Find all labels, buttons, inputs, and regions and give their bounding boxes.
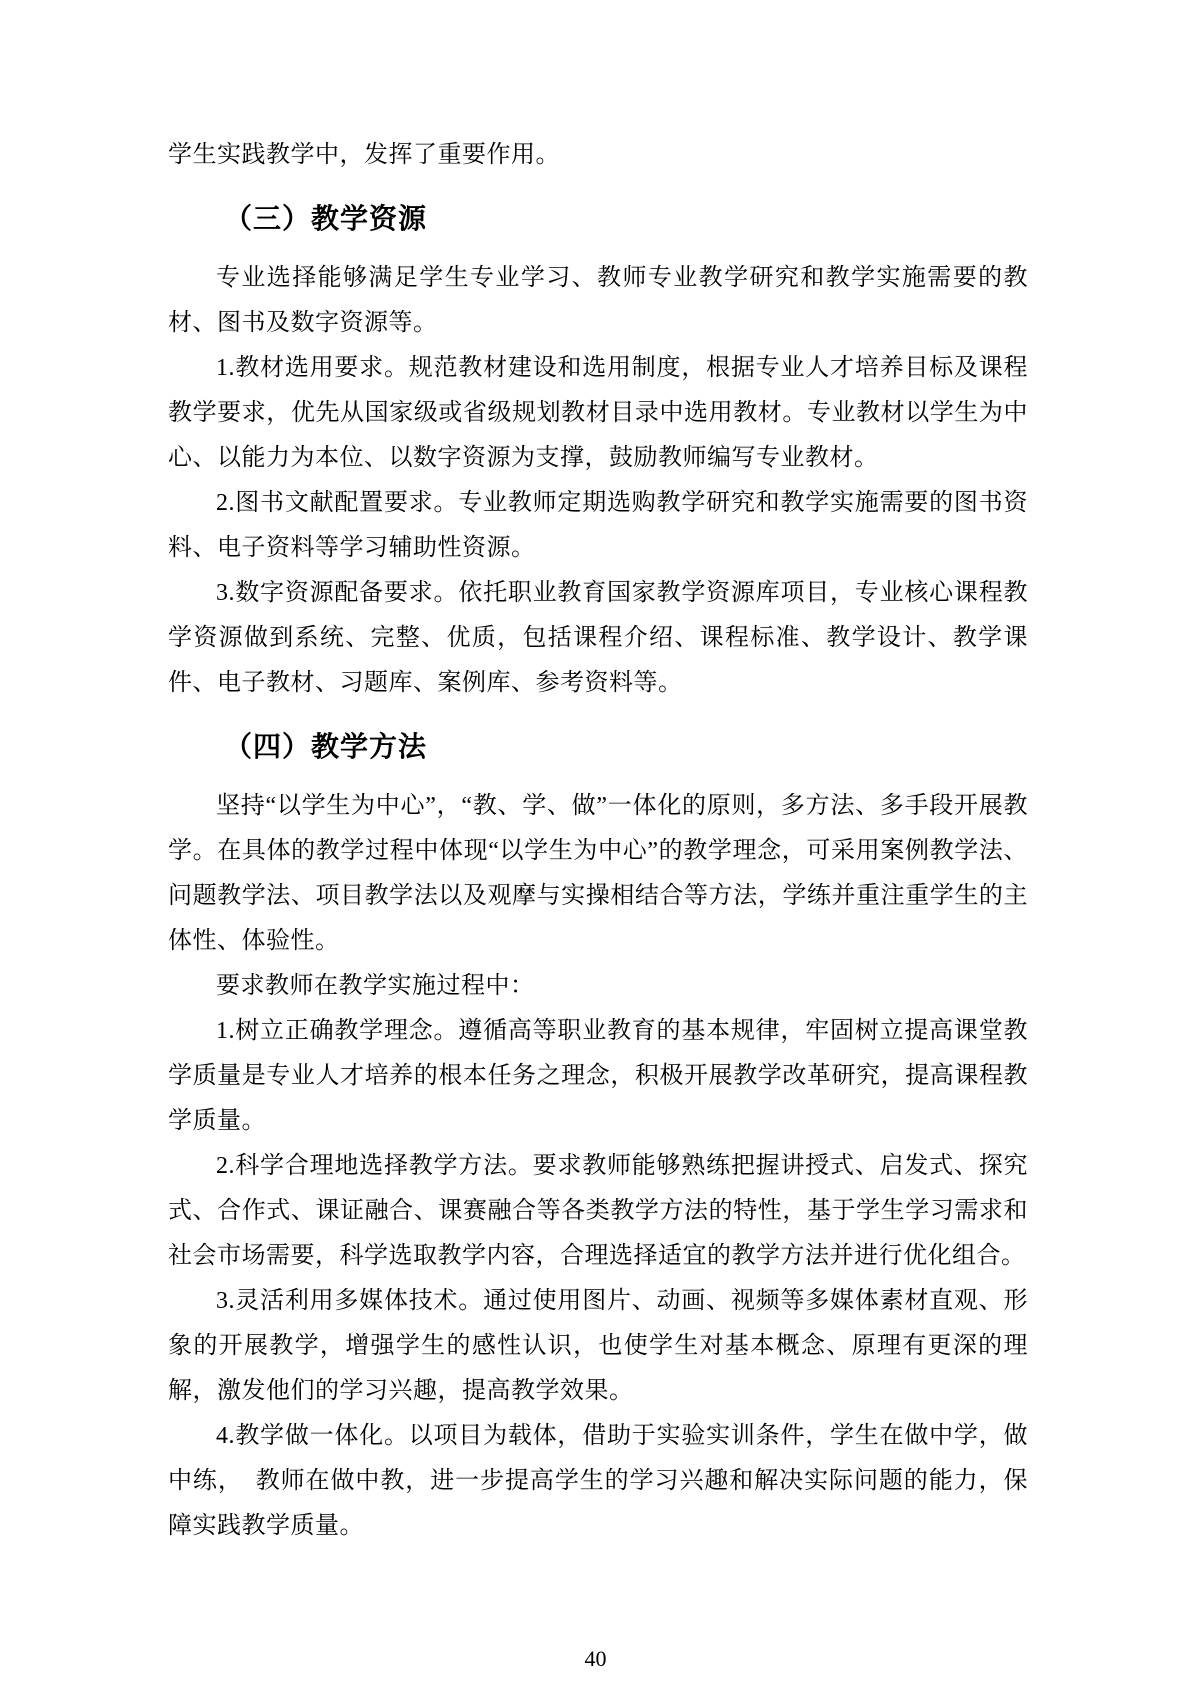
body-paragraph: 4.教学做一体化。以项目为载体，借助于实验实训条件，学生在做中学，做中练， 教师在做中教，进一步提高学生的学习兴趣和解决实际问题的能力，保障实践教学质量。 — [168, 1423, 1028, 1539]
body-paragraph: 1.树立正确教学理念。遵循高等职业教育的基本规律，牢固树立提高课堂教学质量是专业人才培养的根本任务之理念，积极开展教学改革研究，提高课程教学质量。 — [168, 1018, 1028, 1134]
body-paragraph: 要求教师在教学实施过程中： — [216, 973, 535, 999]
body-paragraph: 2.图书文献配置要求。专业教师定期选购教学研究和教学实施需要的图书资料、电子资料等学习辅助性资源。 — [168, 490, 1028, 561]
body-paragraph: 3.数字资源配备要求。依托职业教育国家教学资源库项目，专业核心课程教学资源做到系统、完整、优质，包括课程介绍、课程标准、教学设计、教学课件、电子教材、习题库、案例库、参考资料等。 — [168, 580, 1028, 696]
body-paragraph: 坚持“以学生为中心”，“教、学、做”一体化的原则，多方法、多手段开展教学。在具体的教学过程中体现“以学生为中心”的教学理念，可采用案例教学法、问题教学法、项目教学法以及观摩与实操相结合等方法，学练并重注重学生的主体性、体验性。 — [168, 793, 1028, 954]
body-paragraph: 3.灵活利用多媒体技术。通过使用图片、动画、视频等多媒体素材直观、形象的开展教学，增强学生的感性认识，也使学生对基本概念、原理有更深的理解，激发他们的学习兴趣，提高教学效果。 — [168, 1288, 1028, 1404]
body-paragraph: 2.科学合理地选择教学方法。要求教师能够熟练把握讲授式、启发式、探究式、合作式、课证融合、课赛融合等各类教学方法的特性，基于学生学习需求和社会市场需要，科学选取教学内容，合理选择适宜的教学方法并进行优化组合。 — [168, 1153, 1028, 1269]
section-heading-teaching-resources: （三）教学资源 — [224, 203, 428, 234]
body-paragraph-continuation: 学生实践教学中，发挥了重要作用。 — [168, 142, 560, 168]
body-paragraph: 1.教材选用要求。规范教材建设和选用制度，根据专业人才培养目标及课程教学要求，优先从国家级或省级规划教材目录中选用教材。专业教材以学生为中心、以能力为本位、以数字资源为支撑，鼓励教师编写专业教材。 — [168, 355, 1028, 471]
section-heading-teaching-methods: （四）教学方法 — [224, 731, 428, 762]
page-number: 40 — [584, 1646, 607, 1671]
body-paragraph: 专业选择能够满足学生专业学习、教师专业教学研究和教学实施需要的教材、图书及数字资源等。 — [168, 265, 1028, 336]
